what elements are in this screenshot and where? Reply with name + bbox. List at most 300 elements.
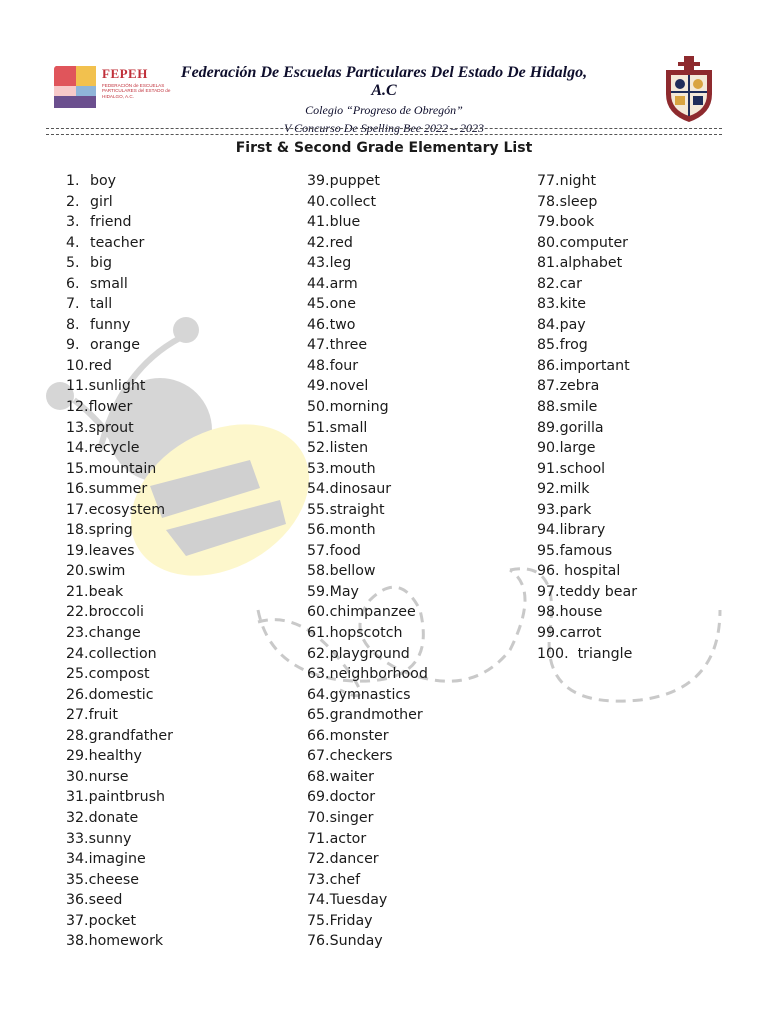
word-list-item xyxy=(66,705,296,726)
word-list-item xyxy=(66,438,296,459)
word-list-item xyxy=(537,541,767,562)
word-number: 18. xyxy=(66,522,89,539)
word-column-2 xyxy=(307,171,537,952)
spelling-word: alphabet xyxy=(559,255,623,272)
school-crest-icon xyxy=(662,54,716,124)
word-number: 82. xyxy=(537,275,560,292)
word-number: 22. xyxy=(66,604,89,621)
word-number: 15. xyxy=(66,460,89,477)
word-number: 33. xyxy=(66,830,89,847)
word-number: 90. xyxy=(537,440,560,457)
word-list-item xyxy=(537,192,767,213)
word-number: 66. xyxy=(307,727,330,744)
fepeh-logo xyxy=(52,64,172,114)
logo-name: FEPEH xyxy=(102,66,148,81)
word-list-item xyxy=(307,705,537,726)
word-number: 5. xyxy=(66,255,80,272)
word-list-item xyxy=(307,931,537,952)
school-name: Colegio “Progreso de Obregón” xyxy=(305,103,463,117)
spelling-word: singer xyxy=(329,809,374,826)
word-number: 68. xyxy=(307,768,330,785)
word-number: 98. xyxy=(537,604,560,621)
word-number: 51. xyxy=(307,419,330,436)
word-list-item xyxy=(307,664,537,685)
spelling-word: hospital xyxy=(559,563,621,580)
word-column-3 xyxy=(537,171,767,664)
spelling-word: two xyxy=(329,316,356,333)
spelling-word: large xyxy=(559,440,596,457)
spelling-word: grandfather xyxy=(88,727,173,744)
spelling-word: blue xyxy=(329,214,361,231)
word-list-item xyxy=(66,787,296,808)
word-number: 38. xyxy=(66,933,89,950)
word-number: 12. xyxy=(66,399,89,416)
word-list-item xyxy=(307,479,537,500)
word-number: 72. xyxy=(307,851,330,868)
word-number: 20. xyxy=(66,563,89,580)
spelling-word: leaves xyxy=(88,542,135,559)
word-number: 73. xyxy=(307,871,330,888)
word-number: 21. xyxy=(66,583,89,600)
word-number: 41. xyxy=(307,214,330,231)
word-list-item xyxy=(537,233,767,254)
word-list-item xyxy=(66,376,296,397)
word-number: 10. xyxy=(66,357,89,374)
word-list-item xyxy=(66,294,296,315)
spelling-word: dancer xyxy=(329,851,379,868)
word-list-item xyxy=(66,644,296,665)
spelling-word: novel xyxy=(329,378,369,395)
word-list-item xyxy=(307,870,537,891)
spelling-word: waiter xyxy=(329,768,374,785)
spelling-word: gymnastics xyxy=(329,686,411,703)
word-list-item xyxy=(307,274,537,295)
word-number: 9. xyxy=(66,337,80,354)
word-list-item xyxy=(66,870,296,891)
spelling-word: ecosystem xyxy=(88,501,166,518)
word-list-item xyxy=(66,849,296,870)
spelling-word: hopscotch xyxy=(329,625,403,642)
spelling-word: teacher xyxy=(90,234,145,251)
word-number: 14. xyxy=(66,440,89,457)
spelling-word: domestic xyxy=(88,686,154,703)
spelling-word: red xyxy=(329,234,353,251)
spelling-word: big xyxy=(90,255,112,272)
word-number: 62. xyxy=(307,645,330,662)
spelling-word: house xyxy=(559,604,603,621)
spelling-word: frog xyxy=(559,337,588,354)
word-number: 2. xyxy=(66,193,80,210)
spelling-word: bellow xyxy=(329,563,376,580)
spelling-word: fruit xyxy=(88,707,118,724)
spelling-word: school xyxy=(559,460,606,477)
word-number: 75. xyxy=(307,912,330,929)
word-number: 35. xyxy=(66,871,89,888)
word-number: 8. xyxy=(66,316,80,333)
word-number: 69. xyxy=(307,789,330,806)
spelling-word: beak xyxy=(88,583,124,600)
word-number: 56. xyxy=(307,522,330,539)
spelling-word: broccoli xyxy=(88,604,144,621)
word-list-item xyxy=(537,171,767,192)
word-number: 34. xyxy=(66,851,89,868)
word-list-item xyxy=(66,726,296,747)
spelling-word: girl xyxy=(90,193,113,210)
spelling-word: straight xyxy=(329,501,385,518)
word-list-item xyxy=(307,685,537,706)
spelling-word: book xyxy=(559,214,595,231)
word-list-item xyxy=(66,582,296,603)
word-number: 100. xyxy=(537,645,569,662)
word-list-item xyxy=(307,849,537,870)
word-list-item xyxy=(66,746,296,767)
word-list-item xyxy=(66,479,296,500)
word-list-item xyxy=(307,233,537,254)
word-number: 24. xyxy=(66,645,89,662)
spelling-word: donate xyxy=(88,809,139,826)
word-list-item xyxy=(307,315,537,336)
spelling-word: tall xyxy=(90,296,113,313)
word-list-item xyxy=(307,829,537,850)
word-number: 45. xyxy=(307,296,330,313)
spelling-word: swim xyxy=(88,563,126,580)
spelling-word: seed xyxy=(88,892,123,909)
word-list-item xyxy=(307,767,537,788)
word-number: 88. xyxy=(537,399,560,416)
word-list-item xyxy=(537,356,767,377)
spelling-word: mountain xyxy=(88,460,157,477)
word-list-item xyxy=(537,602,767,623)
word-list-item xyxy=(66,931,296,952)
word-number: 58. xyxy=(307,563,330,580)
spelling-word: cheese xyxy=(88,871,139,888)
word-number: 93. xyxy=(537,501,560,518)
word-number: 48. xyxy=(307,357,330,374)
spelling-word: mouth xyxy=(329,460,376,477)
word-number: 4. xyxy=(66,234,80,251)
word-number: 7. xyxy=(66,296,80,313)
spelling-word: checkers xyxy=(329,748,393,765)
word-list-item xyxy=(307,602,537,623)
word-list-item xyxy=(66,911,296,932)
spelling-word: month xyxy=(329,522,376,539)
spelling-word: funny xyxy=(90,316,131,333)
word-list-item xyxy=(537,438,767,459)
word-number: 23. xyxy=(66,625,89,642)
spelling-word: summer xyxy=(88,481,148,498)
word-list-item xyxy=(307,520,537,541)
spelling-word: small xyxy=(329,419,368,436)
word-list-item xyxy=(537,397,767,418)
word-number: 61. xyxy=(307,625,330,642)
word-list-item xyxy=(307,911,537,932)
word-list-item xyxy=(307,623,537,644)
spelling-word: red xyxy=(88,357,112,374)
spelling-word: compost xyxy=(88,666,150,683)
word-list-item xyxy=(537,479,767,500)
word-list-item xyxy=(66,356,296,377)
word-list-item xyxy=(66,541,296,562)
word-number: 36. xyxy=(66,892,89,909)
spelling-word: listen xyxy=(329,440,369,457)
spelling-word: gorilla xyxy=(559,419,604,436)
spelling-word: boy xyxy=(90,173,117,189)
word-list-item xyxy=(537,315,767,336)
spelling-word: famous xyxy=(559,542,613,559)
word-number: 95. xyxy=(537,542,560,559)
spelling-word: triangle xyxy=(568,645,633,662)
header-titles xyxy=(172,64,596,136)
word-list-item xyxy=(66,212,296,233)
spelling-word: pocket xyxy=(88,912,137,929)
word-number: 43. xyxy=(307,255,330,272)
spelling-word: change xyxy=(88,625,141,642)
spelling-word: pay xyxy=(559,316,586,333)
spelling-word: park xyxy=(559,501,592,518)
spelling-word: small xyxy=(90,275,128,292)
word-number: 28. xyxy=(66,727,89,744)
word-list-item xyxy=(307,787,537,808)
word-list-item xyxy=(66,767,296,788)
word-list-item xyxy=(307,561,537,582)
word-number: 42. xyxy=(307,234,330,251)
federation-title: Federación De Escuelas Particulares Del Estado De Hidalgo, A.C xyxy=(180,64,588,99)
word-list-item xyxy=(537,623,767,644)
spelling-word: homework xyxy=(88,933,164,950)
spelling-word: leg xyxy=(329,255,352,272)
word-list-item xyxy=(66,233,296,254)
word-number: 81. xyxy=(537,255,560,272)
spelling-word: morning xyxy=(329,399,389,416)
word-list-item xyxy=(307,500,537,521)
word-list-item xyxy=(66,192,296,213)
word-list-item xyxy=(307,808,537,829)
word-list-item xyxy=(537,253,767,274)
spelling-word: flower xyxy=(88,399,133,416)
word-number: 11. xyxy=(66,378,89,395)
word-list-item xyxy=(537,644,767,665)
header-divider xyxy=(46,128,722,135)
spelling-word: chimpanzee xyxy=(329,604,416,621)
document-header xyxy=(0,0,768,135)
word-list-item xyxy=(66,602,296,623)
spelling-word: chef xyxy=(329,871,361,888)
word-list-item xyxy=(307,335,537,356)
word-number: 71. xyxy=(307,830,330,847)
spelling-word: healthy xyxy=(88,748,142,765)
word-number: 83. xyxy=(537,296,560,313)
word-list-item xyxy=(537,561,767,582)
spelling-word: collect xyxy=(329,193,377,210)
word-number: 67. xyxy=(307,748,330,765)
spelling-word: four xyxy=(329,357,359,374)
word-number: 26. xyxy=(66,686,89,703)
word-number: 31. xyxy=(66,789,89,806)
spelling-word: food xyxy=(329,542,361,559)
spelling-word: important xyxy=(559,357,630,374)
spelling-word: kite xyxy=(559,296,587,313)
word-list-item xyxy=(66,664,296,685)
word-list-item xyxy=(66,561,296,582)
word-column-1 xyxy=(66,171,296,952)
word-list-item xyxy=(537,418,767,439)
word-number: 37. xyxy=(66,912,89,929)
spelling-word: recycle xyxy=(88,440,140,457)
spelling-word: nurse xyxy=(88,768,129,785)
spelling-word: zebra xyxy=(559,378,600,395)
word-number: 92. xyxy=(537,481,560,498)
event-name: V Concurso De Spelling Bee 2022 – 2023 xyxy=(283,121,485,135)
word-number: 77. xyxy=(537,173,560,189)
word-number: 64. xyxy=(307,686,330,703)
word-number: 16. xyxy=(66,481,89,498)
word-list-item xyxy=(66,171,296,192)
word-number: 53. xyxy=(307,460,330,477)
spelling-word: spring xyxy=(88,522,133,539)
spelling-word: playground xyxy=(329,645,410,662)
spelling-word: milk xyxy=(559,481,590,498)
list-title: First & Second Grade Elementary List xyxy=(235,140,533,156)
word-number: 87. xyxy=(537,378,560,395)
word-list-item xyxy=(66,253,296,274)
spelling-word: Tuesday xyxy=(329,892,388,909)
word-number: 3. xyxy=(66,214,80,231)
word-list-item xyxy=(307,294,537,315)
word-list-item xyxy=(307,253,537,274)
spelling-word: teddy bear xyxy=(559,583,638,600)
word-list-item xyxy=(307,418,537,439)
word-number: 1. xyxy=(66,173,80,189)
word-number: 44. xyxy=(307,275,330,292)
word-number: 57. xyxy=(307,542,330,559)
word-number: 46. xyxy=(307,316,330,333)
word-list-item xyxy=(66,397,296,418)
word-list-item xyxy=(307,726,537,747)
word-list-item xyxy=(307,376,537,397)
spelling-word: arm xyxy=(329,275,358,292)
word-list-item xyxy=(66,685,296,706)
word-list-item xyxy=(307,582,537,603)
word-list-item xyxy=(307,397,537,418)
word-number: 32. xyxy=(66,809,89,826)
word-number: 96. xyxy=(537,563,560,580)
spelling-word: sunlight xyxy=(88,378,146,395)
word-list-item xyxy=(66,520,296,541)
word-number: 17. xyxy=(66,501,89,518)
word-list-item xyxy=(537,582,767,603)
word-number: 54. xyxy=(307,481,330,498)
spelling-word: night xyxy=(559,173,597,189)
word-number: 97. xyxy=(537,583,560,600)
word-number: 89. xyxy=(537,419,560,436)
word-number: 86. xyxy=(537,357,560,374)
word-number: 74. xyxy=(307,892,330,909)
spelling-word: three xyxy=(329,337,368,354)
word-list-item xyxy=(537,274,767,295)
spelling-word: orange xyxy=(90,337,140,354)
word-list-item xyxy=(66,274,296,295)
word-number: 49. xyxy=(307,378,330,395)
word-number: 19. xyxy=(66,542,89,559)
word-list-item xyxy=(537,335,767,356)
word-number: 59. xyxy=(307,583,330,600)
word-list-item xyxy=(307,438,537,459)
word-number: 63. xyxy=(307,666,330,683)
word-number: 50. xyxy=(307,399,330,416)
spelling-word: actor xyxy=(329,830,367,847)
spelling-word: paintbrush xyxy=(88,789,165,806)
word-number: 6. xyxy=(66,275,80,292)
word-number: 25. xyxy=(66,666,89,683)
word-list-item xyxy=(307,192,537,213)
word-list-item xyxy=(66,500,296,521)
word-list-item xyxy=(66,890,296,911)
word-number: 76. xyxy=(307,933,330,950)
word-list-item xyxy=(307,212,537,233)
word-number: 85. xyxy=(537,337,560,354)
word-list-item xyxy=(66,459,296,480)
word-number: 79. xyxy=(537,214,560,231)
word-number: 60. xyxy=(307,604,330,621)
word-number: 39. xyxy=(307,173,330,189)
word-list-item xyxy=(66,808,296,829)
word-number: 84. xyxy=(537,316,560,333)
fepeh-logo-mark-icon xyxy=(52,64,98,110)
word-list-item xyxy=(307,746,537,767)
spelling-word: Friday xyxy=(329,912,373,929)
word-number: 29. xyxy=(66,748,89,765)
word-number: 91. xyxy=(537,460,560,477)
word-list-item xyxy=(66,623,296,644)
word-list-item xyxy=(307,171,537,192)
spelling-word: grandmother xyxy=(329,707,423,724)
spelling-word: doctor xyxy=(329,789,376,806)
word-list-item xyxy=(307,541,537,562)
spelling-word: computer xyxy=(559,234,629,251)
spelling-word: puppet xyxy=(329,173,380,189)
spelling-word: library xyxy=(559,522,606,539)
word-number: 27. xyxy=(66,707,89,724)
word-list-item xyxy=(537,459,767,480)
logo-subtitle: FEDERACIÓN de ESCUELAS PARTICULARES del ESTADO de HIDALGO, A.C. xyxy=(102,83,171,99)
word-list-item xyxy=(537,212,767,233)
spelling-word: Sunday xyxy=(329,933,383,950)
word-number: 40. xyxy=(307,193,330,210)
spelling-word: friend xyxy=(90,214,132,231)
word-number: 78. xyxy=(537,193,560,210)
word-number: 55. xyxy=(307,501,330,518)
spelling-word: imagine xyxy=(88,851,146,868)
word-list-item xyxy=(537,520,767,541)
word-number: 94. xyxy=(537,522,560,539)
word-list-item xyxy=(537,500,767,521)
spelling-word: May xyxy=(329,583,359,600)
word-number: 70. xyxy=(307,809,330,826)
word-list-item xyxy=(66,335,296,356)
word-number: 13. xyxy=(66,419,89,436)
word-list-item xyxy=(307,356,537,377)
word-list-item xyxy=(66,418,296,439)
word-list-item xyxy=(66,315,296,336)
spelling-word: car xyxy=(559,275,582,292)
spelling-word: neighborhood xyxy=(329,666,428,683)
spelling-word: one xyxy=(329,296,356,313)
word-list-item xyxy=(537,376,767,397)
spelling-word: monster xyxy=(329,727,389,744)
spelling-word: carrot xyxy=(559,625,602,642)
word-number: 99. xyxy=(537,625,560,642)
spelling-word: sprout xyxy=(88,419,134,436)
